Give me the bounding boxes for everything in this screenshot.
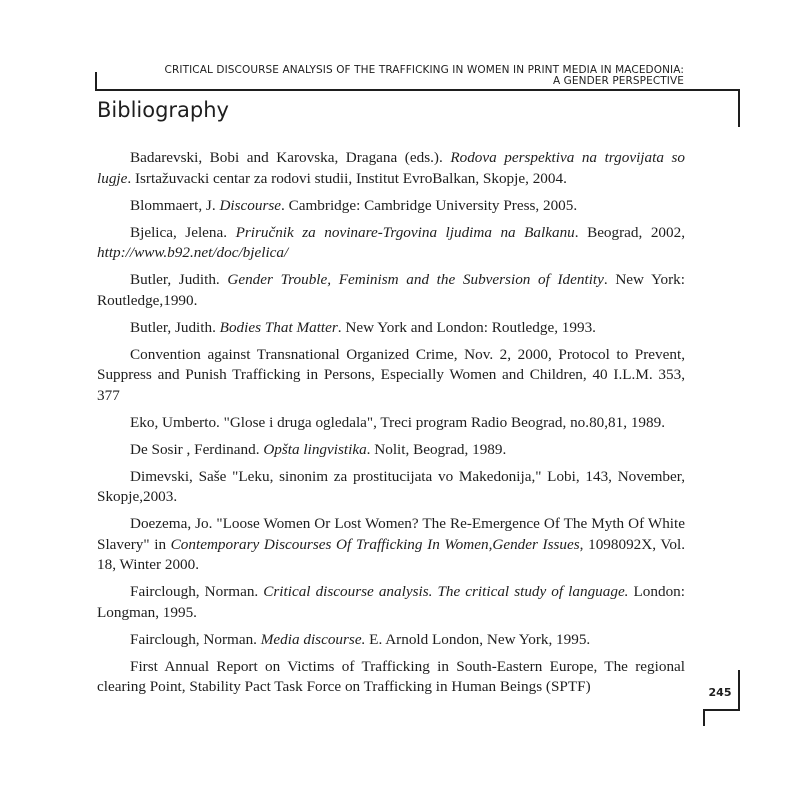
entry-title-italic: Critical discourse analysis. The critical study of language. bbox=[263, 583, 629, 600]
entry-text: . Cambridge: Cambridge University Press, 2005. bbox=[281, 196, 578, 214]
header-rule bbox=[95, 89, 740, 91]
entry-text: E. Arnold London, New York, 1995. bbox=[365, 630, 591, 648]
entry-text: London: Longman, 1995. bbox=[97, 583, 685, 621]
footer-rule bbox=[703, 709, 740, 711]
running-header-line-2: A GENDER PERSPECTIVE bbox=[552, 75, 684, 87]
bibliography-entry bbox=[97, 345, 685, 407]
entry-text: Eko, Umberto. "Glose i druga ogledala", Treci program Radio Beograd, no.80,81, 1989. bbox=[130, 413, 666, 431]
entry-text: . Isrtažuvacki centar za rodovi studii, Institut EvroBalkan, Skopje, 2004. bbox=[127, 169, 567, 187]
bibliography-entry bbox=[97, 440, 685, 461]
entry-title-italic: Media discourse. bbox=[260, 630, 366, 648]
entry-title-italic: Contemporary Discourses Of Trafficking In Women,Gender Issues bbox=[170, 535, 580, 553]
bibliography-entry bbox=[97, 514, 685, 576]
bibliography-entry bbox=[97, 223, 685, 264]
entry-text: Doezema, Jo. "Loose Women Or Lost Women? The Re-Emergence Of The Myth Of White Slavery" in bbox=[97, 515, 685, 553]
bibliography-entry bbox=[97, 270, 685, 311]
page-number: 245 bbox=[708, 686, 732, 699]
entry-text: Fairclough, Norman. bbox=[130, 630, 261, 648]
bibliography-list bbox=[97, 148, 685, 704]
entry-text: , 1098092X, Vol. 18, Winter 2000. bbox=[97, 535, 685, 573]
entry-text: . Beograd, 2002, bbox=[574, 223, 685, 241]
bibliography-entry bbox=[97, 318, 685, 339]
entry-text: De Sosir , Ferdinand. bbox=[130, 440, 264, 458]
entry-text: Blommaert, J. bbox=[130, 196, 220, 214]
entry-text: Convention against Transnational Organized Crime, Nov. 2, 2000, Protocol to Prevent, Suppress and Punish Trafficking in Persons, Especially Women and Children, 40 I.L.M. 353, 377 bbox=[97, 345, 685, 404]
entry-title-italic: Rodova perspektiva na trgovijata so lugje bbox=[97, 149, 685, 187]
bibliography-entry bbox=[97, 657, 685, 698]
bibliography-entry bbox=[97, 582, 685, 623]
entry-text: . New York and London: Routledge, 1993. bbox=[337, 318, 596, 336]
section-title: Bibliography bbox=[97, 98, 229, 122]
entry-title-italic: Discourse bbox=[219, 196, 282, 214]
page-number-right-tick bbox=[738, 670, 740, 710]
entry-title-italic: Gender Trouble, Feminism and the Subversion of Identity bbox=[227, 271, 604, 288]
bibliography-entry bbox=[97, 413, 685, 434]
entry-url-link[interactable]: http://www.b92.net/doc/bjelica/ bbox=[97, 244, 289, 261]
entry-text: Bjelica, Jelena. bbox=[130, 223, 236, 241]
entry-text: . New York: Routledge,1990. bbox=[97, 271, 685, 309]
entry-text: Butler, Judith. bbox=[130, 318, 220, 336]
bibliography-entry bbox=[97, 467, 685, 508]
bibliography-entry bbox=[97, 148, 685, 189]
entry-text: Dimevski, Saše "Leku, sinonim za prostitucijata vo Makedonija," Lobi, 143, November, Skopje,2003. bbox=[97, 467, 685, 505]
footer-left-tick bbox=[703, 709, 705, 726]
entry-title-italic: Opšta lingvistika bbox=[263, 440, 367, 458]
entry-text: First Annual Report on Victims of Trafficking in South-Eastern Europe, The regional clearing Point, Stability Pact Task Force on Trafficking in Human Beings (SPTF) bbox=[97, 657, 685, 695]
entry-text: Badarevski, Bobi and Karovska, Dragana (eds.). bbox=[130, 149, 451, 166]
bibliography-entry bbox=[97, 196, 685, 217]
running-header-line-1: CRITICAL DISCOURSE ANALYSIS OF THE TRAFFICKING IN WOMEN IN PRINT MEDIA IN MACEDONIA: bbox=[164, 64, 684, 76]
header-right-tick bbox=[738, 89, 740, 127]
entry-text: Butler, Judith. bbox=[130, 271, 228, 288]
bibliography-entry bbox=[97, 630, 685, 651]
entry-title-italic: Bodies That Matter bbox=[219, 318, 338, 336]
entry-text: Fairclough, Norman. bbox=[130, 583, 264, 600]
entry-text: . Nolit, Beograd, 1989. bbox=[366, 440, 507, 458]
entry-title-italic: Priručnik za novinare-Trgovina ljudima na Balkanu bbox=[235, 223, 575, 241]
